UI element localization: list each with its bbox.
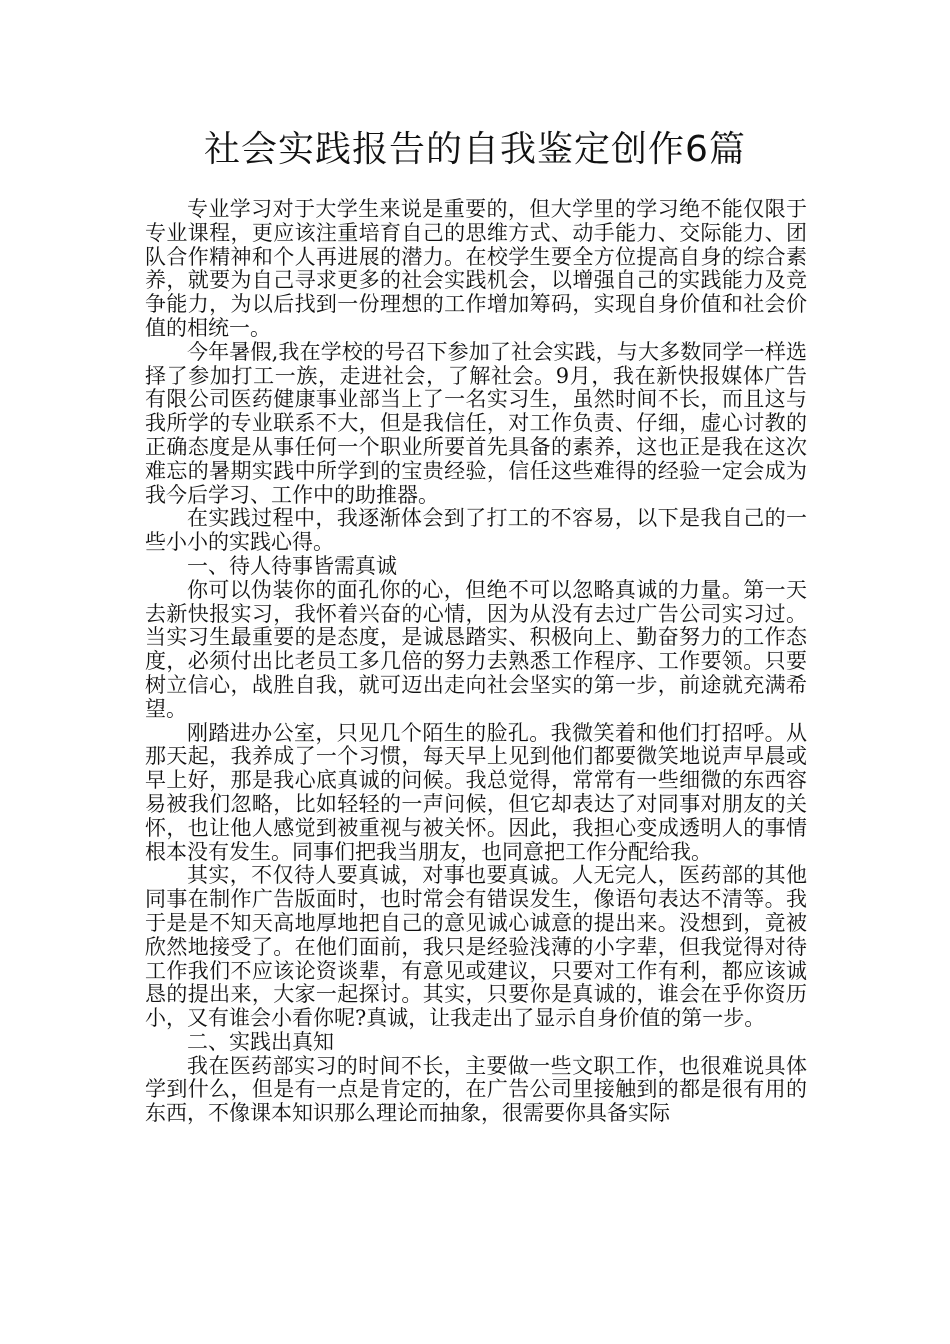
paragraph: 在实践过程中，我逐渐体会到了打工的不容易，以下是我自己的一些小小的实践心得。: [145, 506, 807, 555]
section-heading: 二、实践出真知: [187, 1029, 334, 1054]
document-title: 社会实践报告的自我鉴定创作6篇: [204, 129, 746, 170]
paragraph: 我在医药部实习的时间不长，主要做一些文职工作，也很难说具体学到什么，但是有一点是肯定的，在广告公司里接触到的都是很有用的东西，不像课本知识那么理论而抽象，很需要你具备实际: [145, 1053, 807, 1126]
paragraph: 刚踏进办公室，只见几个陌生的脸孔。我微笑着和他们打招呼。从那天起，我养成了一个习惯，每天早上见到他们都要微笑地说声早晨或早上好，那是我心底真诚的问候。我总觉得，常常有一些细微的东西容易被我们忽略，比如轻轻的一声问候，但它却表达了对同事对朋友的关怀，也让他人感觉到被重视与被关怀。因此，我担心变成透明人的事情根本没有发生。同事们把我当朋友，也同意把工作分配给我。: [145, 720, 807, 864]
paragraph: 你可以伪装你的面孔你的心，但绝不可以忽略真诚的力量。第一天去新快报实习，我怀着兴奋的心情，因为从没有去过广告公司实习过。当实习生最重要的是态度，是诚恳踏实、积极向上、勤奋努力的工作态度，必须付出比老员工多几倍的努力去熟悉工作程序、工作要领。只要树立信心，战胜自我，就可迈出走向社会坚实的第一步，前途就充满希望。: [145, 577, 807, 721]
paragraph: 今年暑假,我在学校的号召下参加了社会实践，与大多数同学一样选择了参加打工一族，走进社会，了解社会。9月，我在新快报媒体广告有限公司医药健康事业部当上了一名实习生，虽然时间不长，而且这与我所学的专业联系不大，但是我信任，对工作负责、仔细，虚心讨教的正确态度是从事任何一个职业所要首先具备的素养，这也正是我在这次难忘的暑期实践中所学到的宝贵经验，信任这些难得的经验一定会成为我今后学习、工作中的助推器。: [145, 339, 807, 507]
paragraph: 专业学习对于大学生来说是重要的，但大学里的学习绝不能仅限于专业课程，更应该注重培育自己的思维方式、动手能力、交际能力、团队合作精神和个人再进展的潜力。在校学生要全方位提高自身的综合素养，就要为自己寻求更多的社会实践机会，以增强自己的实践能力及竞争能力，为以后找到一份理想的工作增加筹码，实现自身价值和社会价值的相统一。: [145, 197, 807, 340]
section-heading: 一、待人待事皆需真诚: [187, 553, 397, 578]
document-body: [145, 198, 807, 1126]
paragraph: 其实，不仅待人要真诚，对事也要真诚。人无完人，医药部的其他同事在制作广告版面时，也时常会有错误发生，像语句表达不清等。我于是是不知天高地厚地把自己的意见诚心诚意的提出来。没想到，竟被欣然地接受了。在他们面前，我只是经验浅薄的小字辈，但我觉得对待工作我们不应该论资谈辈，有意见或建议，只要对工作有利，都应该诚恳的提出来，大家一起探讨。其实，只要你是真诚的，谁会在乎你资历小，又有谁会小看你呢?真诚，让我走出了显示自身价值的第一步。: [145, 863, 807, 1031]
